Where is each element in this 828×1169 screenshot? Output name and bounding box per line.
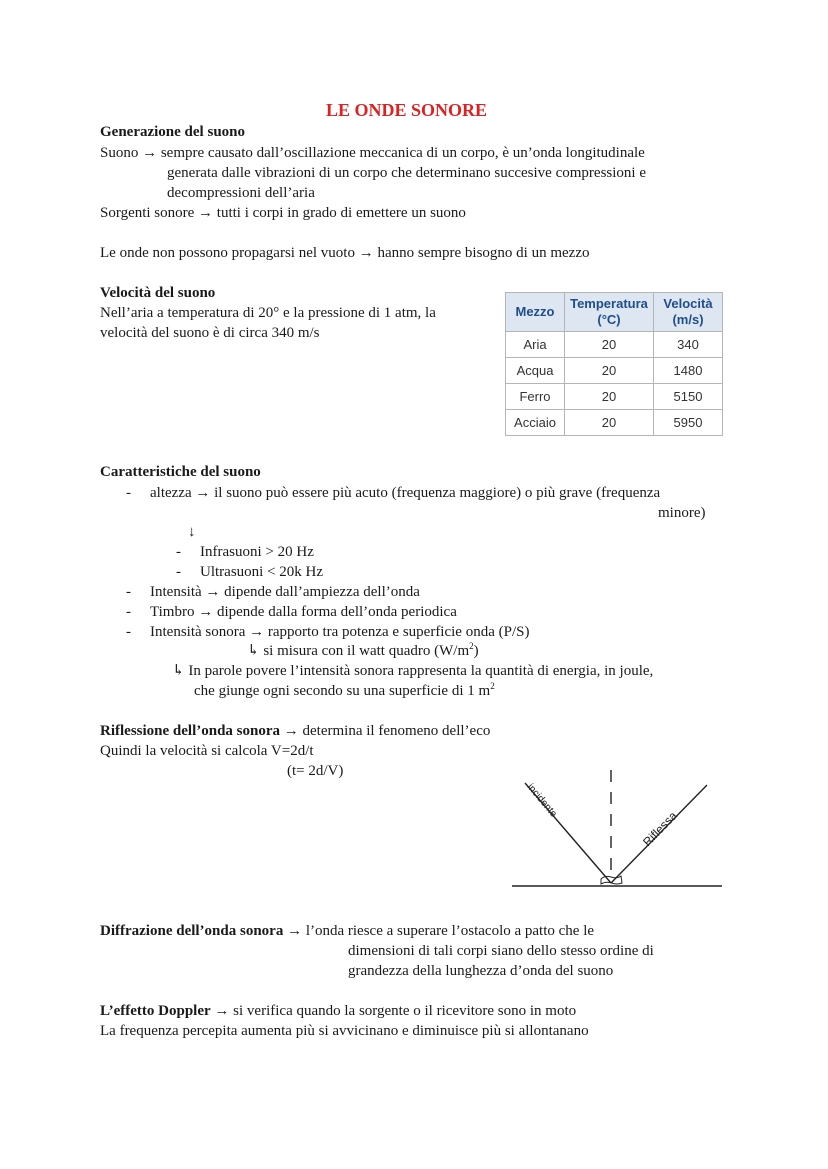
table-cell: 20	[565, 410, 654, 436]
table-row	[506, 358, 723, 384]
bullet-dash: -	[126, 604, 131, 620]
text-part: )	[473, 643, 479, 659]
text-line: Intensità sonora → rapporto tra potenza e superficie onda (P/S)	[150, 624, 530, 640]
text-line: Nell’aria a temperatura di 20° e la pressione di 1 atm, la	[100, 305, 436, 321]
text-part: che giunge ogni secondo su una superficie di 1 m	[194, 683, 491, 699]
text-line: velocità del suono è di circa 340 m/s	[100, 325, 320, 341]
section-heading-riflessione: Riflessione dell’onda sonora	[100, 723, 281, 739]
table-cell: Acciaio	[506, 410, 565, 436]
text-part: → si verifica quando la sorgente o il ricevitore sono in moto	[210, 1003, 577, 1019]
table-cell: 20	[565, 384, 654, 410]
reflection-diagram	[505, 765, 730, 895]
text-line	[100, 1001, 576, 1021]
table-cell: 5950	[654, 410, 723, 436]
text-line	[100, 921, 594, 941]
text-line: Suono → sempre causato dall’oscillazione meccanica di un corpo, è un’onda longitudinale	[100, 145, 645, 161]
text-line: Sorgenti sonore → tutti i corpi in grado di emettere un suono	[100, 205, 466, 221]
bullet-dash: -	[176, 544, 181, 560]
bullet-dash: -	[126, 584, 131, 600]
text-line	[247, 641, 479, 661]
bullet-dash: -	[126, 624, 131, 640]
text-line: La frequenza percepita aumenta più si avvicinano e diminuisce più si allontanano	[100, 1023, 589, 1039]
superscript: 2	[469, 641, 474, 651]
page-title: LE ONDE SONORE	[326, 100, 488, 120]
text-line: Ultrasuoni < 20k Hz	[200, 564, 324, 580]
label-incidente: incidente	[524, 781, 559, 820]
text-line	[194, 681, 495, 701]
scribble-mark	[601, 876, 622, 884]
section-heading-doppler: L’effetto Doppler	[100, 1003, 211, 1019]
text-line	[100, 721, 490, 741]
text-line: Quindi la velocità si calcola V=2d/t	[100, 743, 314, 759]
text-line: generata dalle vibrazioni di un corpo che determinano succesive compressioni e	[167, 165, 646, 181]
text-part: → determina il fenomeno dell’eco	[280, 723, 491, 739]
bullet-dash: -	[126, 485, 131, 501]
section-heading-diffrazione: Diffrazione dell’onda sonora	[100, 923, 284, 939]
text-part: → l’onda riesce a superare l’ostacolo a patto che le	[283, 923, 595, 939]
text-line: decompressioni dell’aria	[167, 185, 315, 201]
bullet-dash: -	[176, 564, 181, 580]
section-heading-velocita: Velocità del suono	[100, 285, 216, 301]
text-line: Intensità → dipende dall’ampiezza dell’onda	[150, 584, 420, 600]
text-line: (t= 2d/V)	[287, 763, 344, 779]
text-line: grandezza della lunghezza d’onda del suono	[348, 963, 614, 979]
table-cell: Aria	[506, 332, 565, 358]
table-cell: Acqua	[506, 358, 565, 384]
text-line: Le onde non possono propagarsi nel vuoto → hanno sempre bisogno di un mezzo	[100, 245, 590, 261]
text-line: altezza → il suono può essere più acuto (frequenza maggiore) o più grave (frequenza	[150, 485, 661, 501]
text-line: Infrasuoni > 20 Hz	[200, 544, 314, 560]
text-line: dimensioni di tali corpi siano dello stesso ordine di	[348, 943, 654, 959]
table-header: Temperatura (°C)	[565, 293, 654, 332]
text-line: Timbro → dipende dalla forma dell’onda periodica	[150, 604, 457, 620]
arrow-down-icon: ↓	[188, 524, 196, 540]
table-cell: 340	[654, 332, 723, 358]
table-header: Mezzo	[506, 293, 565, 332]
table-header: Velocità (m/s)	[654, 293, 723, 332]
table-cell: 20	[565, 332, 654, 358]
table-row	[506, 384, 723, 410]
section-heading-generazione: Generazione del suono	[100, 124, 245, 140]
table-row	[506, 332, 723, 358]
label-riflessa: Riflessa	[640, 808, 680, 850]
section-heading-caratteristiche: Caratteristiche del suono	[100, 464, 261, 480]
table-cell: 5150	[654, 384, 723, 410]
table-cell: 1480	[654, 358, 723, 384]
text-line: minore)	[658, 505, 706, 521]
table-cell: 20	[565, 358, 654, 384]
table-cell: Ferro	[506, 384, 565, 410]
text-line: ↳ In parole povere l’intensità sonora rappresenta la quantità di energia, in joule,	[172, 663, 654, 679]
speed-table	[505, 292, 723, 436]
text-part: ↳ si misura con il watt quadro (W/m	[247, 643, 470, 659]
superscript: 2	[490, 681, 495, 691]
table-row	[506, 410, 723, 436]
